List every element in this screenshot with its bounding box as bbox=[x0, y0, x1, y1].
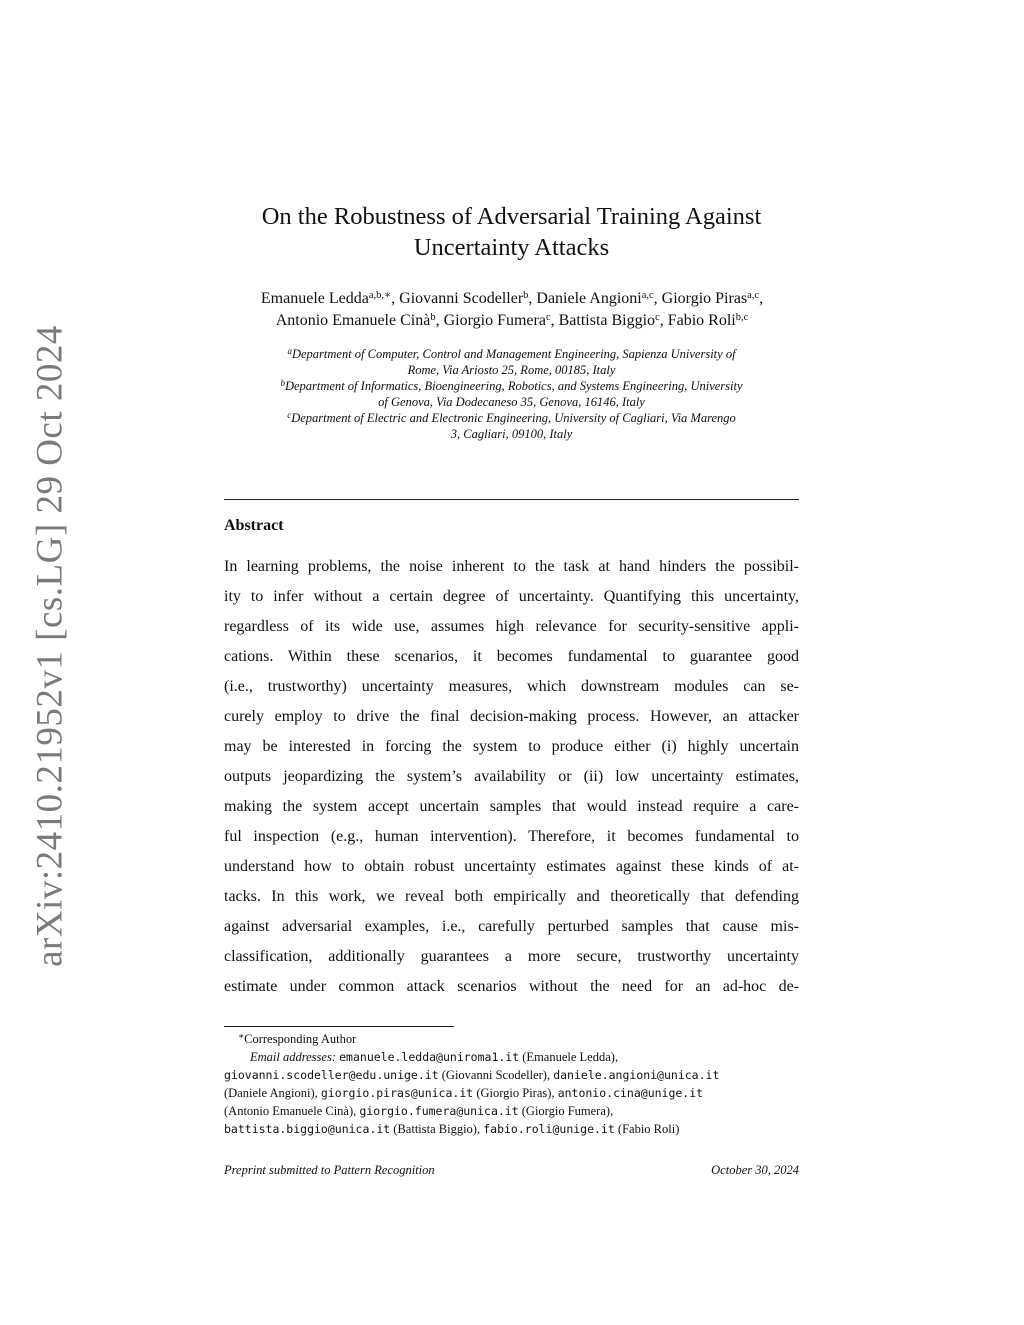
email-link[interactable]: giorgio.fumera@unica.it bbox=[359, 1104, 519, 1118]
email-owner: (Giorgio Fumera) bbox=[521, 1104, 611, 1118]
abstract-body bbox=[224, 552, 799, 1002]
author-separator: , bbox=[391, 290, 400, 307]
author-name: Battista Biggio bbox=[558, 312, 656, 329]
affiliation-mark: b bbox=[280, 378, 285, 388]
author-name: Giovanni Scodeller bbox=[399, 290, 524, 307]
author-separator: , bbox=[435, 312, 444, 329]
footnote bbox=[224, 1030, 799, 1138]
email-link[interactable]: battista.biggio@unica.it bbox=[224, 1122, 391, 1136]
affiliation-mark: c bbox=[287, 410, 292, 420]
affiliation-mark: a bbox=[287, 346, 292, 356]
abstract-line: tacks. In this work, we reveal both empirically and theoretically that defending bbox=[224, 888, 799, 905]
abstract-line: classification, additionally guarantees a more secure, trustworthy uncertainty bbox=[224, 948, 799, 965]
affiliation-a bbox=[224, 346, 799, 378]
corresponding-author-label: Corresponding Author bbox=[244, 1032, 357, 1046]
affiliation-line-2: Rome, Via Ariosto 25, Rome, 00185, Italy bbox=[407, 363, 616, 377]
author-separator: , bbox=[653, 290, 662, 307]
author-separator: , bbox=[659, 312, 668, 329]
author-affil-mark: a,b,∗ bbox=[368, 290, 392, 301]
author-name: Antonio Emanuele Cinà bbox=[275, 312, 431, 329]
title-line-2: Uncertainty Attacks bbox=[413, 234, 610, 261]
author-name: Giorgio Fumera bbox=[443, 312, 546, 329]
affiliation-b bbox=[224, 378, 799, 410]
abstract-line: In learning problems, the noise inherent to the task at hand hinders the possibil- bbox=[224, 558, 799, 575]
author-affil-mark: b bbox=[430, 312, 436, 323]
abstract-top-rule bbox=[224, 499, 799, 500]
email-row-1: Email addresses: emanuele.ledda@uniroma1.it (Emanuele Ledda), bbox=[250, 1050, 619, 1064]
abstract-line: estimate under common attack scenarios without the need for an ad-hoc de- bbox=[224, 978, 799, 995]
author-affil-mark: c bbox=[545, 312, 551, 323]
email-link[interactable]: daniele.angioni@unica.it bbox=[553, 1068, 720, 1082]
preprint-note: Preprint submitted to Pattern Recognition bbox=[224, 1163, 435, 1177]
email-link[interactable]: antonio.cina@unige.it bbox=[557, 1086, 704, 1100]
author-line-1 bbox=[200, 288, 824, 310]
author-list bbox=[200, 288, 824, 332]
footnote-rule bbox=[224, 1026, 454, 1027]
affiliation-line-1: Department of Computer, Control and Management Engineering, Sapienza University of bbox=[291, 347, 736, 361]
abstract-heading: Abstract bbox=[224, 517, 284, 534]
paper-title bbox=[224, 201, 799, 263]
email-owner: (Antonio Emanuele Cinà) bbox=[224, 1104, 354, 1118]
email-link[interactable]: fabio.roli@unige.it bbox=[483, 1122, 615, 1136]
footnote-mark: ∗ bbox=[238, 1031, 245, 1041]
email-row-3: (Daniele Angioni), giorgio.piras@unica.it (Giorgio Piras), antonio.cina@unige.it bbox=[224, 1086, 704, 1100]
author-name: Emanuele Ledda bbox=[260, 290, 369, 307]
author-separator: , bbox=[759, 290, 764, 307]
affiliation-line-1: Department of Informatics, Bioengineering, Robotics, and Systems Engineering, University bbox=[284, 379, 743, 393]
email-owner: (Emanuele Ledda) bbox=[522, 1050, 615, 1064]
email-owner: (Giorgio Piras) bbox=[476, 1086, 552, 1100]
author-affil-mark: c bbox=[655, 312, 660, 323]
email-row-5: battista.biggio@unica.it (Battista Biggio), fabio.roli@unige.it (Fabio Roli) bbox=[224, 1122, 680, 1136]
affiliation-line-1: Department of Electric and Electronic Engineering, University of Cagliari, Via Marengo bbox=[291, 411, 736, 425]
abstract-line: cations. Within these scenarios, it becomes fundamental to guarantee good bbox=[224, 648, 799, 665]
email-link[interactable]: giovanni.scodeller@edu.unige.it bbox=[224, 1068, 439, 1082]
email-owner: (Daniele Angioni) bbox=[224, 1086, 315, 1100]
email-link[interactable]: emanuele.ledda@uniroma1.it bbox=[339, 1050, 520, 1064]
author-affil-mark: b,c bbox=[735, 312, 749, 323]
abstract-line: regardless of its wide use, assumes high relevance for security-sensitive appli- bbox=[224, 618, 799, 635]
preprint-date: October 30, 2024 bbox=[711, 1163, 799, 1177]
author-name: Giorgio Piras bbox=[661, 290, 748, 307]
abstract-line: ful inspection (e.g., human intervention). Therefore, it becomes fundamental to bbox=[224, 828, 799, 845]
author-separator: , bbox=[528, 290, 537, 307]
affiliation-line-2: of Genova, Via Dodecaneso 35, Genova, 16146, Italy bbox=[378, 395, 645, 409]
author-name: Fabio Roli bbox=[667, 312, 736, 329]
email-label: Email addresses: bbox=[250, 1050, 336, 1064]
abstract-line: against adversarial examples, i.e., carefully perturbed samples that cause mis- bbox=[224, 918, 799, 935]
email-owner: (Giovanni Scodeller) bbox=[441, 1068, 547, 1082]
title-line-1: On the Robustness of Adversarial Training Against bbox=[261, 203, 762, 230]
abstract-line: may be interested in forcing the system to produce either (i) highly uncertain bbox=[224, 738, 799, 755]
author-separator: , bbox=[550, 312, 559, 329]
affiliation-c bbox=[224, 410, 799, 442]
author-line-2 bbox=[200, 310, 824, 332]
author-affil-mark: b bbox=[523, 290, 529, 301]
email-owner: (Fabio Roli) bbox=[617, 1122, 680, 1136]
abstract-line: ity to infer without a certain degree of uncertainty. Quantifying this uncertainty, bbox=[224, 588, 799, 605]
arxiv-stamp[interactable]: arXiv:2410.21952v1 [cs.LG] 29 Oct 2024 bbox=[29, 325, 71, 967]
email-link[interactable]: giorgio.piras@unica.it bbox=[320, 1086, 474, 1100]
affiliation-line-2: 3, Cagliari, 09100, Italy bbox=[450, 427, 573, 441]
abstract-line: curely employ to drive the final decision-making process. However, an attacker bbox=[224, 708, 799, 725]
email-row-2: giovanni.scodeller@edu.unige.it (Giovanni Scodeller), daniele.angioni@unica.it bbox=[224, 1068, 720, 1082]
author-affil-mark: a,c bbox=[747, 290, 760, 301]
author-affil-mark: a,c bbox=[641, 290, 654, 301]
email-owner: (Battista Biggio) bbox=[393, 1122, 477, 1136]
abstract-line: making the system accept uncertain samples that would instead require a care- bbox=[224, 798, 799, 815]
abstract-line: understand how to obtain robust uncertainty estimates against these kinds of at- bbox=[224, 858, 799, 875]
author-name: Daniele Angioni bbox=[536, 290, 642, 307]
abstract-line: outputs jeopardizing the system’s availability or (ii) low uncertainty estimates, bbox=[224, 768, 799, 785]
email-row-4: (Antonio Emanuele Cinà), giorgio.fumera@unica.it (Giorgio Fumera), bbox=[224, 1104, 614, 1118]
abstract-line: (i.e., trustworthy) uncertainty measures, which downstream modules can se- bbox=[224, 678, 799, 695]
corresponding-author-note bbox=[224, 1030, 799, 1048]
